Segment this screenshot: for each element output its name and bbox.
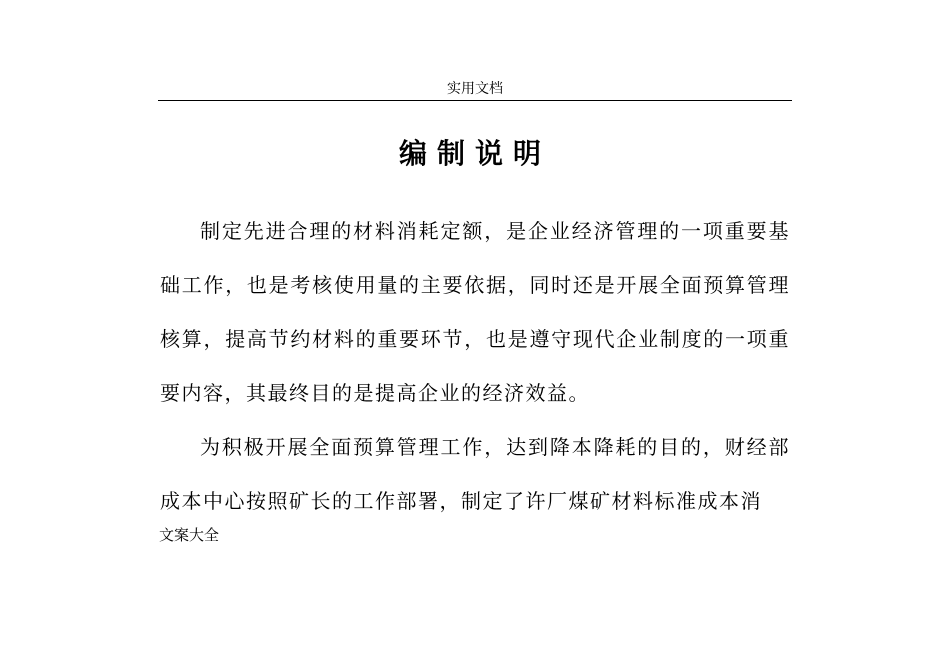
body-paragraph-2: 为积极开展全面预算管理工作，达到降本降耗的目的，财经部成本中心按照矿长的工作部署，制定了许厂煤矿材料标准成本消 <box>160 435 790 513</box>
page-header: 实用文档 <box>447 81 503 97</box>
body-paragraph-1: 制定先进合理的材料消耗定额，是企业经济管理的一项重要基础工作，也是考核使用量的主要依据，同时还是开展全面预算管理核算，提高节约材料的重要环节，也是遵守现代企业制度的一项重要内容，其最终目的是提高企业的经济效益。 <box>160 219 790 405</box>
document-body <box>160 204 790 528</box>
page-footer: 文案大全 <box>159 526 220 544</box>
header-divider <box>158 100 792 101</box>
document-title: 编制说明 <box>398 137 551 170</box>
